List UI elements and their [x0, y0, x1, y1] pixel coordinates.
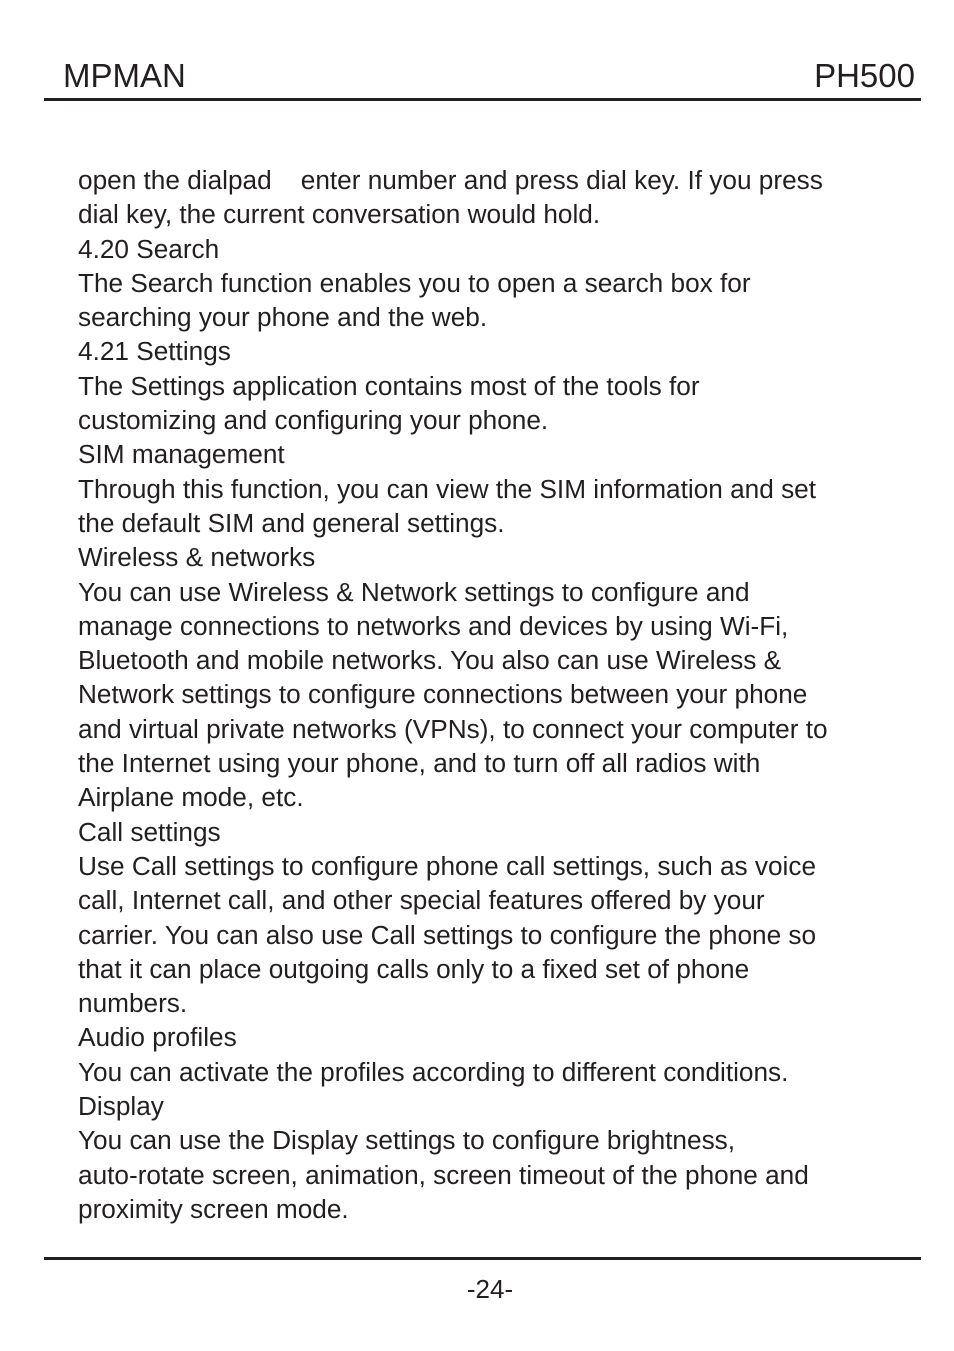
text-line: carrier. You can also use Call settings to configure the phone so — [78, 919, 817, 950]
text-line: customizing and configuring your phone. — [78, 405, 549, 436]
text-line: open the dialpad enter number and press dial key. If you press — [78, 165, 823, 195]
model-name: PH500 — [814, 57, 915, 94]
header-divider — [44, 98, 921, 101]
page-number: -24- — [466, 1274, 514, 1304]
brand-name: MPMAN — [63, 57, 186, 94]
text-line: auto-rotate screen, animation, screen timeout of the phone and — [78, 1159, 809, 1190]
subheading-wireless-networks: Wireless & networks — [78, 542, 316, 573]
text-line: Airplane mode, etc. — [78, 782, 304, 813]
text-line: the default SIM and general settings. — [78, 507, 505, 538]
text-line: the Internet using your phone, and to turn off all radios with — [78, 748, 761, 779]
section-heading-search: 4.20 Search — [78, 233, 220, 264]
subheading-sim-management: SIM management — [78, 439, 285, 470]
text-line: The Settings application contains most of the tools for — [78, 370, 700, 401]
text-line: The Search function enables you to open a search box for — [78, 267, 751, 298]
text-line: Use Call settings to configure phone call settings, such as voice — [78, 850, 817, 881]
text-line: proximity screen mode. — [78, 1193, 349, 1224]
text-line: numbers. — [78, 988, 188, 1019]
text-line: dial key, the current conversation would hold. — [78, 199, 601, 230]
text-line: searching your phone and the web. — [78, 302, 488, 333]
text-line: and virtual private networks (VPNs), to connect your computer to — [78, 713, 828, 744]
text-line: You can use the Display settings to configure brightness, — [78, 1125, 736, 1156]
footer-divider — [44, 1257, 921, 1260]
text-line: call, Internet call, and other special features offered by your — [78, 885, 765, 916]
subheading-display: Display — [78, 1091, 164, 1122]
subheading-audio-profiles: Audio profiles — [78, 1022, 237, 1053]
text-line: manage connections to networks and devices by using Wi-Fi, — [78, 610, 789, 641]
subheading-call-settings: Call settings — [78, 816, 221, 847]
text-line: You can use Wireless & Network settings to configure and — [78, 576, 750, 607]
text-line: Network settings to configure connections between your phone — [78, 679, 808, 710]
page-header — [44, 52, 920, 100]
text-line: Through this function, you can view the SIM information and set — [78, 473, 817, 504]
text-line: Bluetooth and mobile networks. You also can use Wireless & — [78, 645, 782, 676]
section-heading-settings: 4.21 Settings — [78, 336, 231, 367]
text-line: that it can place outgoing calls only to a fixed set of phone — [78, 953, 750, 984]
page-body — [78, 163, 898, 1226]
text-line: You can activate the profiles according to different conditions. — [78, 1056, 789, 1087]
